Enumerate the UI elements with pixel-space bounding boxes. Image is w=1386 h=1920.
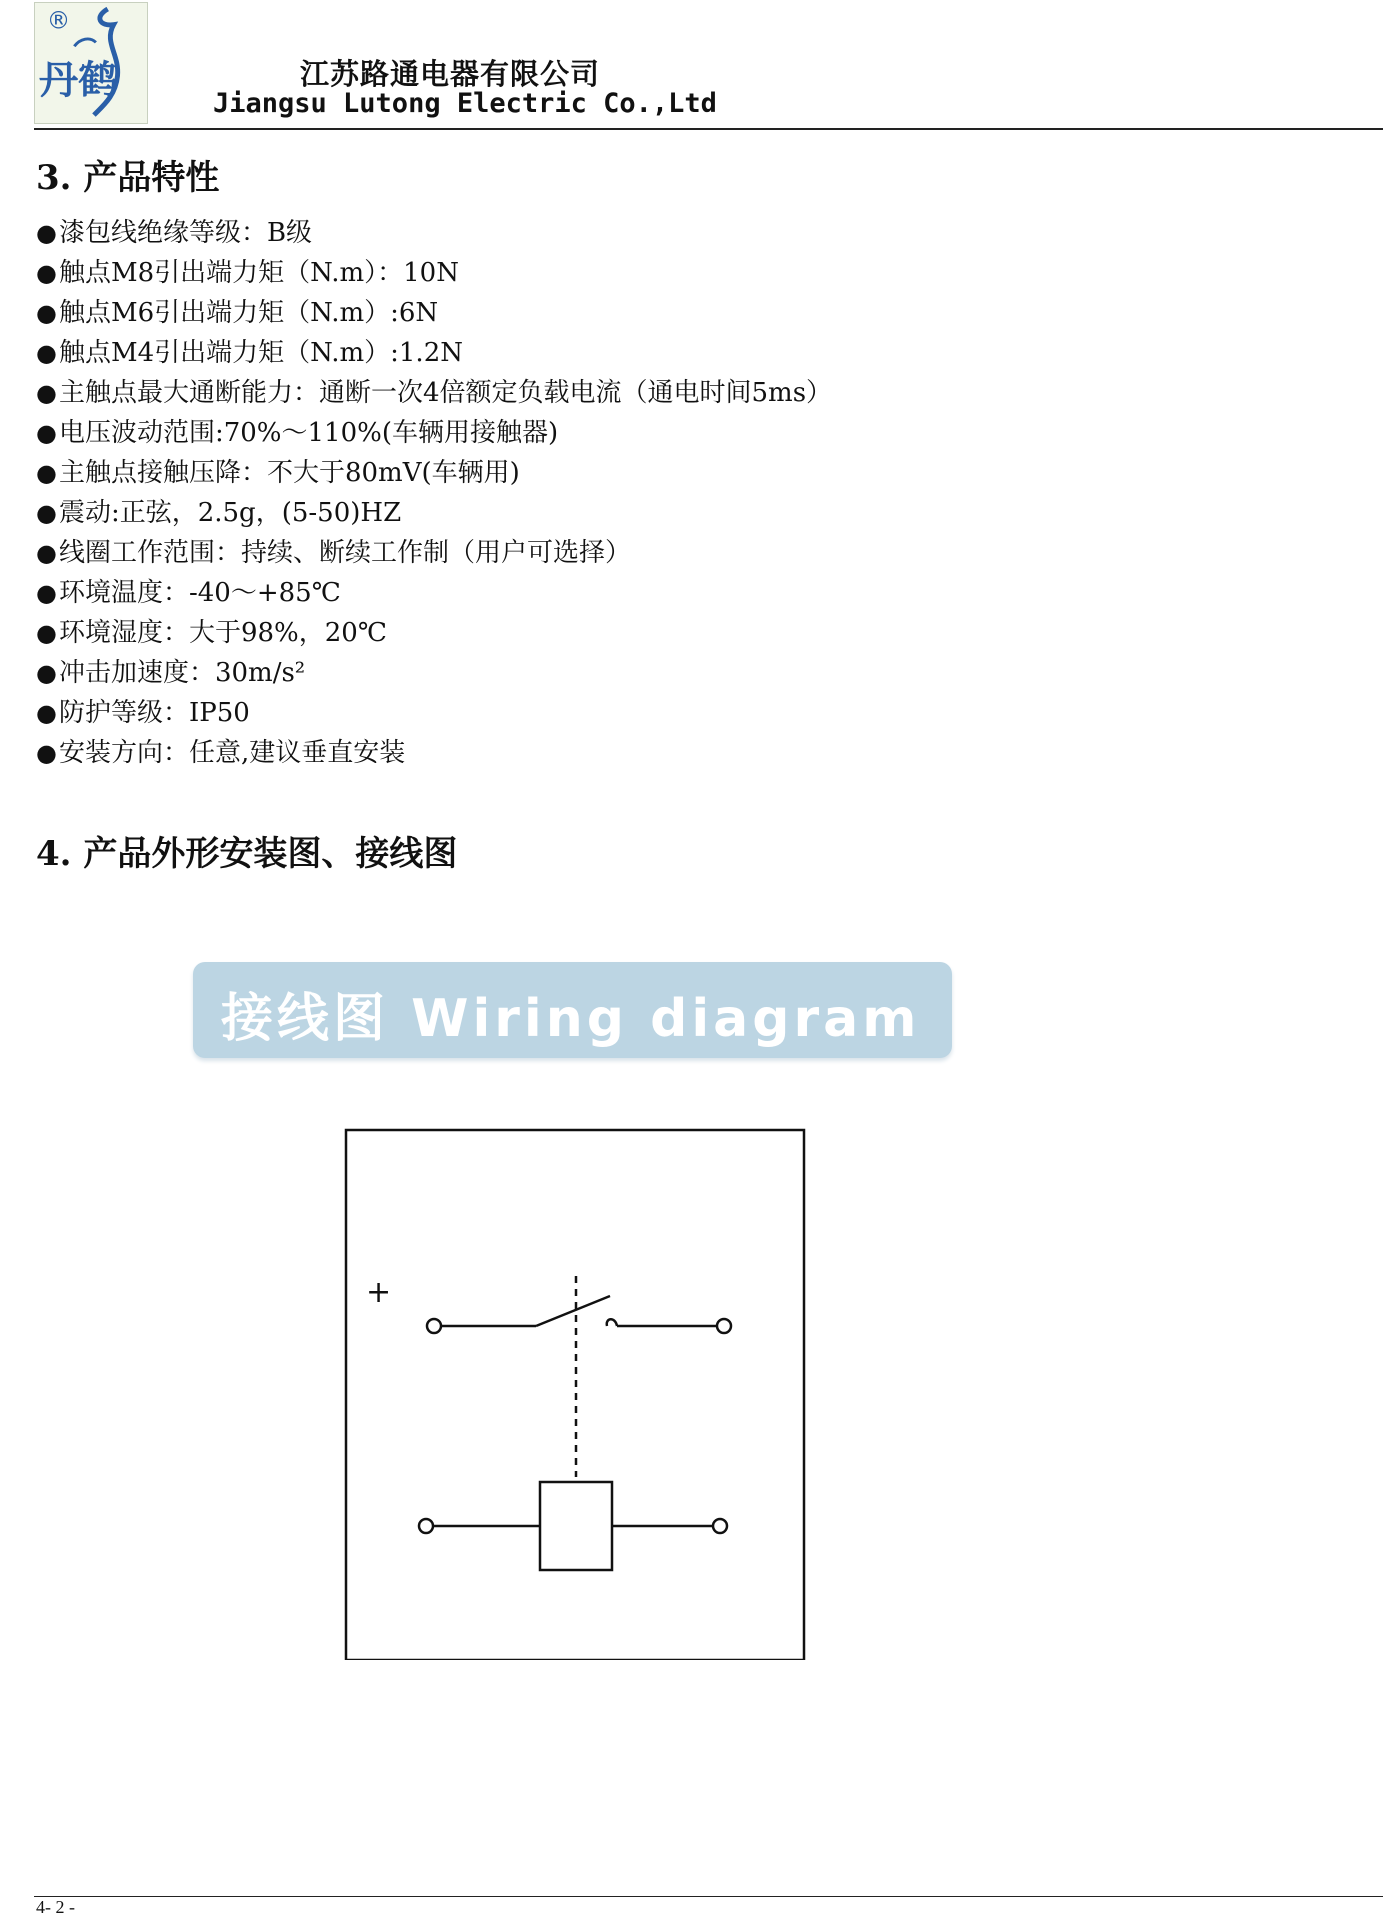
bullet-icon: ●	[36, 579, 57, 607]
page-number: 4- 2 -	[36, 1897, 75, 1917]
feature-item	[36, 613, 832, 653]
coil-terminal-right	[713, 1519, 727, 1533]
bullet-icon: ●	[36, 379, 57, 407]
feature-text: 主触点接触压降：不大于80mV(车辆用)	[58, 458, 520, 488]
header-divider	[34, 128, 1383, 130]
feature-text: 触点M4引出端力矩（N.m）:1.2N	[58, 338, 463, 368]
footer-divider	[34, 1896, 1383, 1897]
bullet-icon: ●	[36, 219, 57, 247]
section-4-title: 4. 产品外形安装图、接线图	[36, 834, 458, 874]
bullet-icon: ●	[36, 459, 57, 487]
coil-terminal-left	[419, 1519, 433, 1533]
fixed-contact	[607, 1319, 617, 1326]
company-name-en: Jiangsu Lutong Electric Co.,Ltd	[213, 88, 717, 119]
wiring-schematic-icon	[340, 1120, 810, 1660]
contact-terminal-right	[717, 1319, 731, 1333]
feature-text: 主触点最大通断能力：通断一次4倍额定负载电流（通电时间5ms）	[58, 378, 833, 408]
bullet-icon: ●	[36, 739, 57, 767]
feature-item	[36, 293, 832, 333]
bullet-icon: ●	[36, 539, 57, 567]
feature-item	[36, 453, 832, 493]
feature-item	[36, 693, 832, 733]
logo-text: 丹鹤	[38, 58, 118, 104]
feature-item	[36, 573, 832, 613]
feature-text: 环境湿度：大于98%，20℃	[58, 618, 387, 648]
bullet-icon: ●	[36, 419, 57, 447]
bullet-icon: ●	[36, 299, 57, 327]
bullet-icon: ●	[36, 659, 57, 687]
feature-item	[36, 413, 832, 453]
feature-item	[36, 533, 832, 573]
feature-text: 触点M6引出端力矩（N.m）:6N	[58, 298, 439, 328]
feature-list	[36, 213, 832, 773]
bullet-icon: ●	[36, 699, 57, 727]
contact-blade	[536, 1296, 610, 1326]
feature-text: 安装方向：任意,建议垂直安装	[58, 738, 406, 768]
feature-text: 触点M8引出端力矩（N.m）：10N	[58, 258, 459, 288]
crane-logo-icon	[35, 3, 147, 123]
feature-text: 冲击加速度：30m/s²	[58, 658, 306, 688]
banner-label: 接线图 Wiring diagram	[221, 989, 921, 1049]
feature-item	[36, 213, 832, 253]
feature-item	[36, 733, 832, 773]
wiring-diagram-banner	[193, 962, 952, 1058]
section-3-title: 3. 产品特性	[36, 158, 220, 198]
bullet-icon: ●	[36, 619, 57, 647]
feature-text: 防护等级：IP50	[58, 698, 250, 728]
contact-terminal-left	[427, 1319, 441, 1333]
feature-item	[36, 493, 832, 533]
feature-text: 电压波动范围:70%～110%(车辆用接触器)	[58, 418, 559, 448]
feature-text: 环境温度：-40～+85℃	[58, 578, 341, 608]
bullet-icon: ●	[36, 259, 57, 287]
bullet-icon: ●	[36, 499, 57, 527]
feature-text: 震动:正弦，2.5g，(5-50)HZ	[58, 498, 402, 528]
registered-mark: ®	[46, 6, 71, 35]
plus-terminal-label: +	[366, 1275, 392, 1310]
feature-text: 漆包线绝缘等级：B级	[58, 218, 313, 248]
bullet-icon: ●	[36, 339, 57, 367]
feature-text: 线圈工作范围：持续、断续工作制（用户可选择）	[58, 538, 631, 568]
feature-item	[36, 373, 832, 413]
company-name-cn: 江苏路通电器有限公司	[300, 57, 601, 91]
coil-box	[540, 1482, 612, 1570]
feature-item	[36, 333, 832, 373]
company-logo	[34, 2, 148, 124]
feature-item	[36, 253, 832, 293]
feature-item	[36, 653, 832, 693]
